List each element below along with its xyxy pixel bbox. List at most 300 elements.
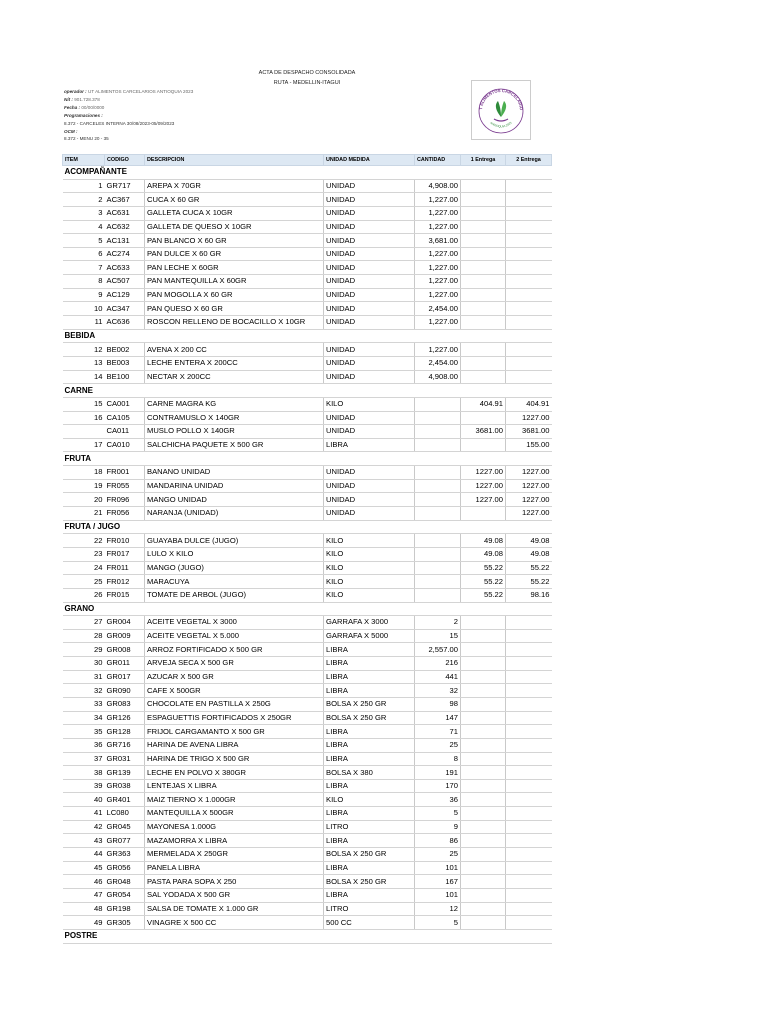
description-cell: GALLETA DE QUESO X 10GR [145,220,324,234]
description-cell: PAN MOGOLLA X 60 GR [145,288,324,302]
unit-cell: KILO [324,534,415,548]
unit-cell: LIBRA [324,738,415,752]
entrega-1-cell: 49.08 [461,534,506,548]
entrega-2-cell [506,247,552,261]
description-cell: CARNE MAGRA KG [145,397,324,411]
description-cell: AZUCAR X 500 GR [145,670,324,684]
entrega-1-cell [461,193,506,207]
item-cell: 3 [63,206,105,220]
item-cell: 14 [63,370,105,384]
quantity-cell: 4,908.00 [415,179,461,193]
description-cell: LENTEJAS X LIBRA [145,779,324,793]
item-cell: 19 [63,479,105,493]
entrega-2-cell [506,916,552,930]
entrega-2-cell [506,807,552,821]
code-cell: GR031 [105,752,145,766]
description-cell: NARANJA (UNIDAD) [145,507,324,521]
entrega-1-cell [461,752,506,766]
header-entrega-1: 1 Entrega [461,155,506,166]
item-cell: 11 [63,316,105,330]
item-cell: 32 [63,684,105,698]
code-cell: GR717 [105,179,145,193]
code-cell: FR015 [105,588,145,602]
table-row [63,206,552,220]
description-cell: PAN DULCE X 60 GR [145,247,324,261]
table-row [63,616,552,630]
quantity-cell [415,425,461,439]
entrega-1-cell [461,779,506,793]
item-cell: 33 [63,697,105,711]
code-cell: GR004 [105,616,145,630]
item-cell: 36 [63,738,105,752]
code-cell: GR048 [105,875,145,889]
item-cell: 31 [63,670,105,684]
entrega-1-cell: 3681.00 [461,425,506,439]
unit-cell: UNIDAD [324,411,415,425]
entrega-1-cell [461,902,506,916]
table-body [63,166,552,944]
description-cell: MARACUYA [145,575,324,589]
table-row [63,438,552,452]
code-cell: GR008 [105,643,145,657]
code-cell: GR056 [105,861,145,875]
item-cell: 45 [63,861,105,875]
quantity-cell: 4,908.00 [415,370,461,384]
description-cell: PANELA LIBRA [145,861,324,875]
entrega-2-cell [506,179,552,193]
category-label: CARNE [63,384,552,398]
item-cell: 18 [63,466,105,480]
nit-line [64,96,193,104]
logo-text: T ALIMENTOS CARCELARIO [478,87,525,111]
entrega-2-cell [506,193,552,207]
unit-cell: LIBRA [324,684,415,698]
unit-cell: LIBRA [324,779,415,793]
entrega-1-cell [461,411,506,425]
code-cell: FR056 [105,507,145,521]
entrega-1-cell [461,684,506,698]
unit-cell: UNIDAD [324,370,415,384]
entrega-1-cell [461,288,506,302]
code-cell: LC080 [105,807,145,821]
entrega-2-cell [506,779,552,793]
entrega-1-cell [461,657,506,671]
company-logo [471,80,531,140]
entrega-2-cell [506,902,552,916]
entrega-2-cell [506,711,552,725]
quantity-cell: 1,227.00 [415,206,461,220]
entrega-1-cell [461,302,506,316]
table-row [63,425,552,439]
table-row [63,547,552,561]
quantity-cell: 3,681.00 [415,234,461,248]
table-row [63,902,552,916]
description-cell: ARROZ FORTIFICADO X 500 GR [145,643,324,657]
entrega-1-cell [461,220,506,234]
entrega-2-cell [506,725,552,739]
code-cell: GR363 [105,848,145,862]
entrega-1-cell [461,793,506,807]
entrega-1-cell [461,861,506,875]
item-cell: 48 [63,902,105,916]
category-row [63,166,552,180]
table-row [63,657,552,671]
table-row [63,179,552,193]
unit-cell: UNIDAD [324,261,415,275]
entrega-2-cell [506,875,552,889]
unit-cell: KILO [324,397,415,411]
code-cell: GR716 [105,738,145,752]
item-cell: 25 [63,575,105,589]
entrega-2-cell [506,834,552,848]
description-cell: MANTEQUILLA X 500GR [145,807,324,821]
table-row [63,466,552,480]
description-cell: MUSLO POLLO X 140GR [145,425,324,439]
item-cell: 47 [63,888,105,902]
table-row [63,629,552,643]
entrega-2-cell: 3681.00 [506,425,552,439]
unit-cell: 500 CC [324,916,415,930]
table-row [63,820,552,834]
quantity-cell [415,411,461,425]
entrega-1-cell [461,316,506,330]
entrega-2-cell [506,343,552,357]
entrega-2-cell [506,261,552,275]
code-cell: GR011 [105,657,145,671]
table-row [63,807,552,821]
header-entrega-2: 2 Entrega [506,155,552,166]
fecha-label: Fecha : [64,104,81,110]
description-cell: AREPA X 70GR [145,179,324,193]
quantity-cell: 1,227.00 [415,275,461,289]
entrega-2-cell [506,684,552,698]
code-cell: AC129 [105,288,145,302]
entrega-2-cell [506,234,552,248]
entrega-1-cell: 55.22 [461,575,506,589]
item-cell: 8 [63,275,105,289]
table-row [63,861,552,875]
category-row [63,602,552,616]
unit-cell: UNIDAD [324,507,415,521]
header-item: ITEM [63,155,105,166]
entrega-1-cell [461,275,506,289]
entrega-1-cell [461,848,506,862]
description-cell: MERMELADA X 250GR [145,848,324,862]
code-cell: BE002 [105,343,145,357]
code-cell: BE003 [105,356,145,370]
entrega-1-cell [461,206,506,220]
quantity-cell [415,479,461,493]
quantity-cell [415,575,461,589]
quantity-cell: 12 [415,902,461,916]
svg-text:ANTIOQUIA 2023 [489,121,512,129]
code-cell: CA011 [105,425,145,439]
table-row [63,493,552,507]
unit-cell: BOLSA X 250 GR [324,697,415,711]
unit-cell: BOLSA X 250 GR [324,848,415,862]
entrega-2-cell [506,888,552,902]
quantity-cell: 5 [415,807,461,821]
table-row [63,670,552,684]
code-cell: GR009 [105,629,145,643]
unit-cell: UNIDAD [324,343,415,357]
ocm-value: 8.372 - MENU 20 - 35 [64,136,109,142]
programaciones-label: Programaciones : [64,112,103,118]
table-row [63,275,552,289]
code-cell: GR090 [105,684,145,698]
item-cell: 13 [63,356,105,370]
ocm-line [64,128,193,136]
unit-cell: UNIDAD [324,220,415,234]
description-cell: ARVEJA SECA X 500 GR [145,657,324,671]
entrega-1-cell [461,438,506,452]
description-cell: MANGO UNIDAD [145,493,324,507]
code-cell: FR096 [105,493,145,507]
quantity-cell: 86 [415,834,461,848]
description-cell: MANGO (JUGO) [145,561,324,575]
description-cell: AVENA X 200 CC [145,343,324,357]
entrega-1-cell [461,834,506,848]
code-cell: FR001 [105,466,145,480]
item-cell: 30 [63,657,105,671]
description-cell: FRIJOL CARGAMANTO X 500 GR [145,725,324,739]
description-cell: CONTRAMUSLO X 140GR [145,411,324,425]
document-title: ACTA DE DESPACHO CONSOLIDADA [258,70,356,76]
entrega-1-cell: 49.08 [461,547,506,561]
code-cell: GR128 [105,725,145,739]
description-cell: LECHE EN POLVO X 380GR [145,766,324,780]
entrega-2-cell [506,766,552,780]
description-cell: GALLETA CUCA X 10GR [145,206,324,220]
unit-cell: BOLSA X 250 GR [324,711,415,725]
entrega-1-cell [461,247,506,261]
description-cell: ROSCON RELLENO DE BOCACILLO X 10GR [145,316,324,330]
quantity-cell: 1,227.00 [415,316,461,330]
item-cell [63,425,105,439]
header-descripcion: DESCRIPCION [145,155,324,166]
quantity-cell: 1,227.00 [415,261,461,275]
entrega-1-cell: 404.91 [461,397,506,411]
entrega-2-cell [506,316,552,330]
entrega-2-cell: 1227.00 [506,466,552,480]
entrega-2-cell: 1227.00 [506,493,552,507]
table-row [63,316,552,330]
entrega-1-cell [461,766,506,780]
unit-cell: LIBRA [324,643,415,657]
table-row [63,288,552,302]
item-cell: 44 [63,848,105,862]
code-cell: GR083 [105,697,145,711]
category-label: POSTRE [63,929,552,943]
quantity-cell [415,561,461,575]
entrega-2-cell [506,738,552,752]
unit-cell: LIBRA [324,752,415,766]
category-label: FRUTA [63,452,552,466]
logo-seal-icon [472,81,530,139]
quantity-cell: 170 [415,779,461,793]
entrega-1-cell [461,179,506,193]
description-cell: CAFE X 500GR [145,684,324,698]
entrega-2-cell: 155.00 [506,438,552,452]
entrega-1-cell: 1227.00 [461,466,506,480]
entrega-1-cell [461,875,506,889]
entrega-2-cell [506,275,552,289]
entrega-2-cell [506,657,552,671]
table-row [63,193,552,207]
entrega-1-cell [461,807,506,821]
item-cell: 39 [63,779,105,793]
description-cell: ACEITE VEGETAL X 5.000 [145,629,324,643]
unit-cell: KILO [324,547,415,561]
logo-year: ANTIOQUIA 2023 [489,120,513,129]
unit-cell: UNIDAD [324,179,415,193]
table-row [63,888,552,902]
code-cell: GR054 [105,888,145,902]
item-cell: 42 [63,820,105,834]
entrega-2-cell [506,697,552,711]
quantity-cell: 8 [415,752,461,766]
description-cell: PAN MANTEQUILLA X 60GR [145,275,324,289]
item-cell: 15 [63,397,105,411]
description-cell: GUAYABA DULCE (JUGO) [145,534,324,548]
code-cell: GR077 [105,834,145,848]
item-cell: 21 [63,507,105,521]
item-cell: 28 [63,629,105,643]
code-cell: GR126 [105,711,145,725]
quantity-cell: 1,227.00 [415,343,461,357]
header-codigo: CODIGO [105,155,145,166]
operador-line [64,88,193,96]
code-cell: BE100 [105,370,145,384]
programaciones-line [64,112,193,120]
unit-cell: UNIDAD [324,275,415,289]
item-cell: 35 [63,725,105,739]
unit-cell: LITRO [324,820,415,834]
item-cell: 17 [63,438,105,452]
entrega-2-cell [506,206,552,220]
table-row [63,397,552,411]
description-cell: ACEITE VEGETAL X 3000 [145,616,324,630]
entrega-1-cell: 1227.00 [461,479,506,493]
table-row [63,507,552,521]
table-row [63,234,552,248]
item-cell: 38 [63,766,105,780]
header-cantidad: CANTIDAD [415,155,461,166]
header-unidad-medida: UNIDAD MEDIDA [324,155,415,166]
unit-cell: LIBRA [324,670,415,684]
table-row [63,370,552,384]
entrega-2-cell [506,793,552,807]
quantity-cell: 15 [415,629,461,643]
unit-cell: BOLSA X 250 GR [324,875,415,889]
quantity-cell [415,547,461,561]
programaciones-value: 8.372 - CARCELES INTERNA 30/08/2023-05/09/2023 [64,120,175,126]
quantity-cell [415,397,461,411]
quantity-cell: 32 [415,684,461,698]
entrega-1-cell [461,234,506,248]
description-cell: ESPAGUETTIS FORTIFICADOS X 250GR [145,711,324,725]
table-row [63,247,552,261]
unit-cell: UNIDAD [324,288,415,302]
quantity-cell: 2,557.00 [415,643,461,657]
quantity-cell: 101 [415,861,461,875]
description-cell: LULO X KILO [145,547,324,561]
unit-cell: KILO [324,793,415,807]
description-cell: MANDARINA UNIDAD [145,479,324,493]
entrega-2-cell: 98.16 [506,588,552,602]
table-row [63,738,552,752]
category-row [63,929,552,943]
item-cell: 6 [63,247,105,261]
table-row [63,561,552,575]
entrega-1-cell: 55.22 [461,588,506,602]
category-row [63,520,552,534]
category-label: FRUTA / JUGO [63,520,552,534]
unit-cell: UNIDAD [324,479,415,493]
quantity-cell: 2,454.00 [415,302,461,316]
unit-cell: UNIDAD [324,193,415,207]
description-cell: CHOCOLATE EN PASTILLA X 250G [145,697,324,711]
table-row [63,575,552,589]
ocm-label: OCM : [64,128,78,134]
code-cell: AC636 [105,316,145,330]
item-cell: 16 [63,411,105,425]
nit-value: 901.728.378 [74,96,100,102]
unit-cell: UNIDAD [324,466,415,480]
entrega-2-cell [506,302,552,316]
unit-cell: LIBRA [324,438,415,452]
entrega-1-cell [461,697,506,711]
operador-label: operador : [64,89,87,94]
table-row [63,588,552,602]
code-cell: GR198 [105,902,145,916]
category-row [63,452,552,466]
description-cell: HARINA DE TRIGO X 500 GR [145,752,324,766]
code-cell: GR139 [105,766,145,780]
entrega-2-cell: 1227.00 [506,479,552,493]
unit-cell: GARRAFA X 3000 [324,616,415,630]
unit-cell: UNIDAD [324,234,415,248]
code-cell: FR017 [105,547,145,561]
quantity-cell: 216 [415,657,461,671]
code-cell: FR010 [105,534,145,548]
quantity-cell: 101 [415,888,461,902]
code-cell: GR401 [105,793,145,807]
item-cell: 40 [63,793,105,807]
quantity-cell: 1,227.00 [415,193,461,207]
description-cell: MAZAMORRA X LIBRA [145,834,324,848]
item-cell: 43 [63,834,105,848]
item-cell: 7 [63,261,105,275]
entrega-2-cell [506,861,552,875]
quantity-cell: 36 [415,793,461,807]
item-cell: 41 [63,807,105,821]
item-cell: 29 [63,643,105,657]
dispatch-table [62,154,552,944]
item-cell: 23 [63,547,105,561]
quantity-cell: 98 [415,697,461,711]
quantity-cell: 441 [415,670,461,684]
table-row [63,643,552,657]
item-cell: 22 [63,534,105,548]
code-cell: AC274 [105,247,145,261]
unit-cell: LIBRA [324,657,415,671]
table-row [63,725,552,739]
item-cell: 9 [63,288,105,302]
entrega-2-cell: 404.91 [506,397,552,411]
entrega-2-cell: 1227.00 [506,411,552,425]
entrega-2-cell [506,752,552,766]
